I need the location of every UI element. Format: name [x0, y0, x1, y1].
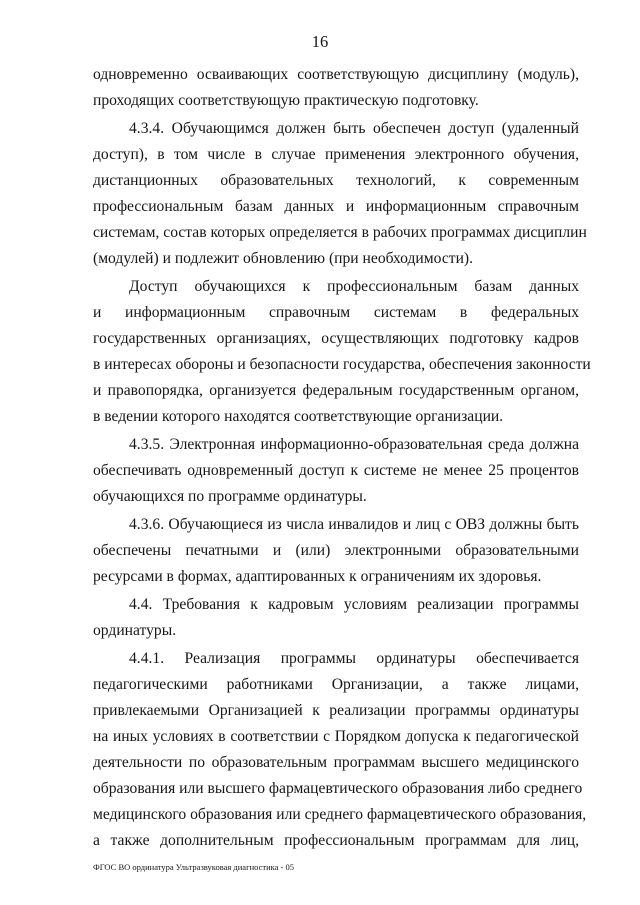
text-line: и информационным справочным системам в федеральных	[93, 304, 579, 321]
text-line: дистанционных образовательных технологий, к современным	[93, 172, 579, 189]
paragraph	[93, 274, 591, 430]
paragraph	[93, 646, 587, 854]
paragraph	[93, 116, 587, 272]
text-line: Доступ обучающихся к профессиональным базам данных	[129, 278, 579, 295]
text-line: доступ), в том числе в случае применения электронного обучения,	[93, 146, 579, 163]
paragraph	[93, 512, 579, 590]
text-line: обучающихся по программе ординатуры.	[93, 488, 367, 505]
text-line: профессиональным базам данных и информационным справочным	[93, 198, 579, 215]
text-line: в ведении которого находятся соответствующие организации.	[93, 408, 504, 425]
text-line: обеспечивать одновременный доступ к системе не менее 25 процентов	[93, 462, 579, 479]
text-line: привлекаемыми Организацией к реализации программы ординатуры	[93, 702, 579, 719]
text-line: обеспечены печатными и (или) электронными образовательными	[93, 542, 579, 559]
text-line: проходящих соответствующую практическую подготовку.	[93, 92, 479, 109]
document-body	[93, 62, 591, 856]
text-line: в интересах обороны и безопасности государства, обеспечения законности	[93, 356, 591, 373]
text-line: системам, состав которых определяется в рабочих программах дисциплин	[93, 224, 587, 241]
text-line: 4.4. Требования к кадровым условиям реализации программы	[129, 596, 579, 613]
text-line: 4.4.1. Реализация программы ординатуры обеспечивается	[129, 650, 579, 667]
text-line: а также дополнительным профессиональным программам для лиц,	[93, 832, 579, 849]
text-line: деятельности по образовательным программам высшего медицинского	[93, 754, 579, 771]
text-line: одновременно осваивающих соответствующую дисциплину (модуль),	[93, 66, 579, 83]
text-line: и правопорядка, организуется федеральным государственным органом,	[93, 382, 579, 399]
text-line: медицинского образования или среднего фармацевтического образования,	[93, 806, 587, 823]
text-line: на иных условиях в соответствии с Порядком допуска к педагогической	[93, 728, 579, 745]
text-line: ресурсами в формах, адаптированных к ограничениям их здоровья.	[93, 568, 542, 585]
text-line: 4.3.5. Электронная информационно-образовательная среда должна	[129, 436, 579, 453]
text-line: государственных организациях, осуществляющих подготовку кадров	[93, 330, 579, 347]
document-footer: ФГОС ВО ординатура Ультразвуковая диагностика - 05	[93, 862, 294, 872]
text-line: образования или высшего фармацевтического образования либо среднего	[93, 780, 583, 797]
text-line: (модулей) и подлежит обновлению (при необходимости).	[93, 250, 474, 267]
paragraph	[93, 62, 579, 114]
text-line: 4.3.6. Обучающиеся из числа инвалидов и лиц с ОВЗ должны быть	[129, 516, 579, 533]
page-number: 16	[311, 32, 329, 51]
paragraph	[93, 592, 579, 644]
paragraph	[93, 432, 579, 510]
text-line: 4.3.4. Обучающимся должен быть обеспечен доступ (удаленный	[129, 120, 579, 137]
text-line: ординатуры.	[93, 622, 177, 639]
text-line: педагогическими работниками Организации, а также лицами,	[93, 676, 579, 693]
